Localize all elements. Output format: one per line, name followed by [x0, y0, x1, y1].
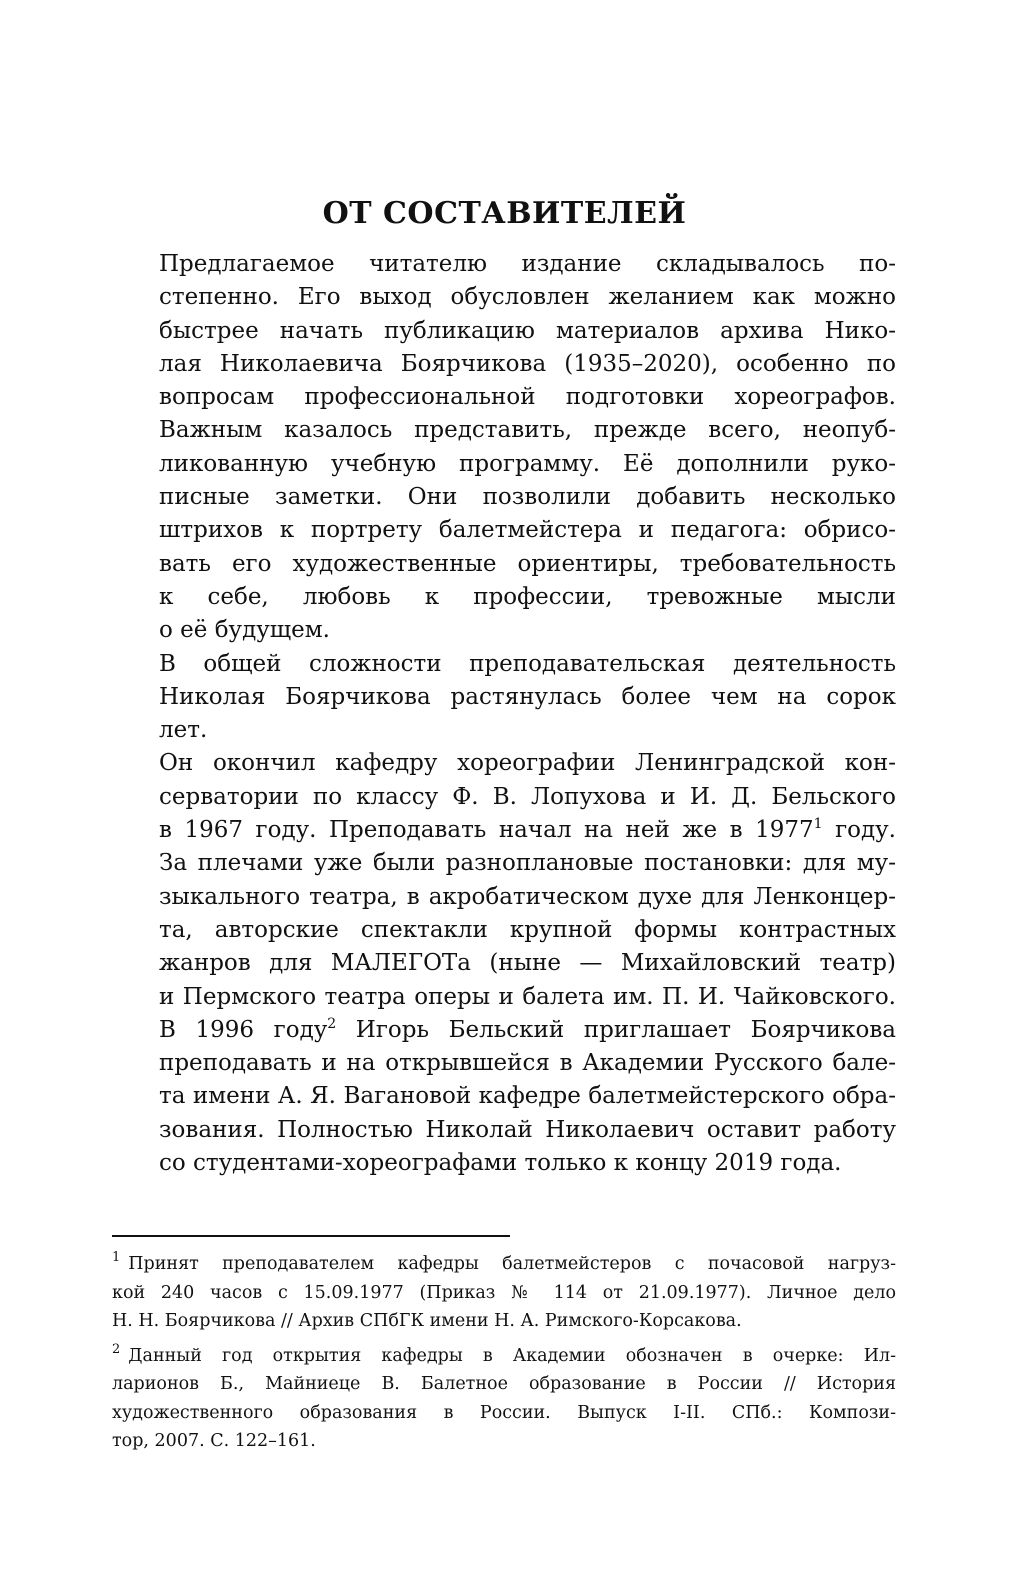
- text-line: писные заметки. Они позволили добавить несколько: [159, 484, 896, 511]
- text-line: лая Николаевича Боярчикова (1935–2020), особенно по: [159, 350, 896, 377]
- footnote-line: [112, 1342, 896, 1371]
- text-line: зования. Полностью Николай Николаевич оставит работу: [159, 1116, 896, 1143]
- text-line: штрихов к портрету балетмейстера и педагога: обрисо-: [159, 517, 896, 544]
- text-line: и Пермского театра оперы и балета им. П. И. Чайковского.: [159, 983, 896, 1010]
- text-line: Важным казалось представить, прежде всего, неопуб-: [159, 417, 896, 444]
- footnote-2: [112, 1342, 896, 1456]
- line-text: году.: [822, 817, 896, 844]
- text-line: жанров для МАЛЕГОТа (ныне — Михайловский театр): [159, 950, 896, 977]
- body-text: [112, 248, 896, 1180]
- text-line: со студентами-хореографами только к концу 2019 года.: [159, 1150, 842, 1177]
- footnote-line: ларионов Б., Майниеце В. Балетное образование в России // История: [112, 1374, 896, 1394]
- footnote-text: Принят преподавателем кафедры балетмейстеров с почасовой нагруз-: [128, 1254, 896, 1274]
- footnotes: [112, 1250, 896, 1462]
- footnote-ref-1[interactable]: 1: [813, 816, 823, 833]
- text-line: быстрее начать публикацию материалов архива Нико-: [159, 317, 896, 344]
- footnote-ref-2[interactable]: 2: [327, 1015, 337, 1032]
- footnote-line: художественного образования в России. Выпуск I-II. СПб.: Компози-: [112, 1402, 896, 1423]
- text-line: зыкального театра, в акробатическом духе для Ленконцер-: [159, 883, 896, 910]
- footnote-divider: [112, 1235, 510, 1237]
- text-line: Предлагаемое читателю издание складывалось по-: [159, 251, 896, 277]
- line-text: в 1967 году. Преподавать начал на ней же в 1977: [159, 817, 814, 844]
- paragraph-3: [112, 747, 896, 1180]
- text-line: ликованную учебную программу. Её дополнили руко-: [159, 450, 896, 477]
- text-line: вать его художественные ориентиры, требовательность: [159, 550, 896, 577]
- text-line: о её будущем.: [159, 617, 330, 644]
- text-line: Он окончил кафедру хореографии Ленинградской кон-: [159, 750, 896, 777]
- footnote-text: Данный год открытия кафедры в Академии обозначен в очерке: Ил-: [128, 1345, 896, 1366]
- text-line: та имени А. Я. Вагановой кафедре балетмейстерского обра-: [159, 1083, 896, 1110]
- text-line: В общей сложности преподавательская деятельность: [159, 650, 896, 677]
- text-line: преподавать и на открывшейся в Академии Русского бале-: [159, 1050, 896, 1077]
- text-line-with-footnote-ref: [112, 1014, 896, 1047]
- text-line: За плечами уже были разноплановые постановки: для му-: [159, 850, 896, 877]
- footnote-1: [112, 1250, 896, 1336]
- paragraph-1: [112, 248, 896, 648]
- text-line: вопросам профессиональной подготовки хореографов.: [159, 384, 896, 411]
- line-text: Игорь Бельский приглашает Боярчикова: [336, 1016, 896, 1043]
- text-line: степенно. Его выход обусловлен желанием как можно: [159, 284, 896, 311]
- text-line: серватории по классу Ф. В. Лопухова и И. Д. Бельского: [159, 783, 896, 810]
- footnote-line: [112, 1250, 896, 1279]
- text-line: лет.: [159, 717, 208, 744]
- text-line: та, авторские спектакли крупной формы контрастных: [159, 916, 896, 943]
- page-title: ОТ СОСТАВИТЕЛЕЙ: [322, 196, 687, 231]
- footnote-mark: 1: [112, 1250, 121, 1265]
- footnote-line: кой 240 часов с 15.09.1977 (Приказ № 114 от 21.09.1977). Личное дело: [112, 1282, 896, 1303]
- line-text: В 1996 году: [159, 1016, 328, 1043]
- text-line-with-footnote-ref: [112, 814, 896, 847]
- footnote-mark: 2: [112, 1341, 121, 1357]
- footnote-line: тор, 2007. С. 122–161.: [112, 1431, 316, 1451]
- text-line: Николая Боярчикова растянулась более чем на сорок: [159, 683, 896, 710]
- text-line: к себе, любовь к профессии, тревожные мысли: [159, 583, 896, 610]
- footnote-line: Н. Н. Боярчикова // Архив СПбГК имени Н. А. Римского-Корсакова.: [112, 1311, 742, 1331]
- paragraph-2: [112, 648, 896, 748]
